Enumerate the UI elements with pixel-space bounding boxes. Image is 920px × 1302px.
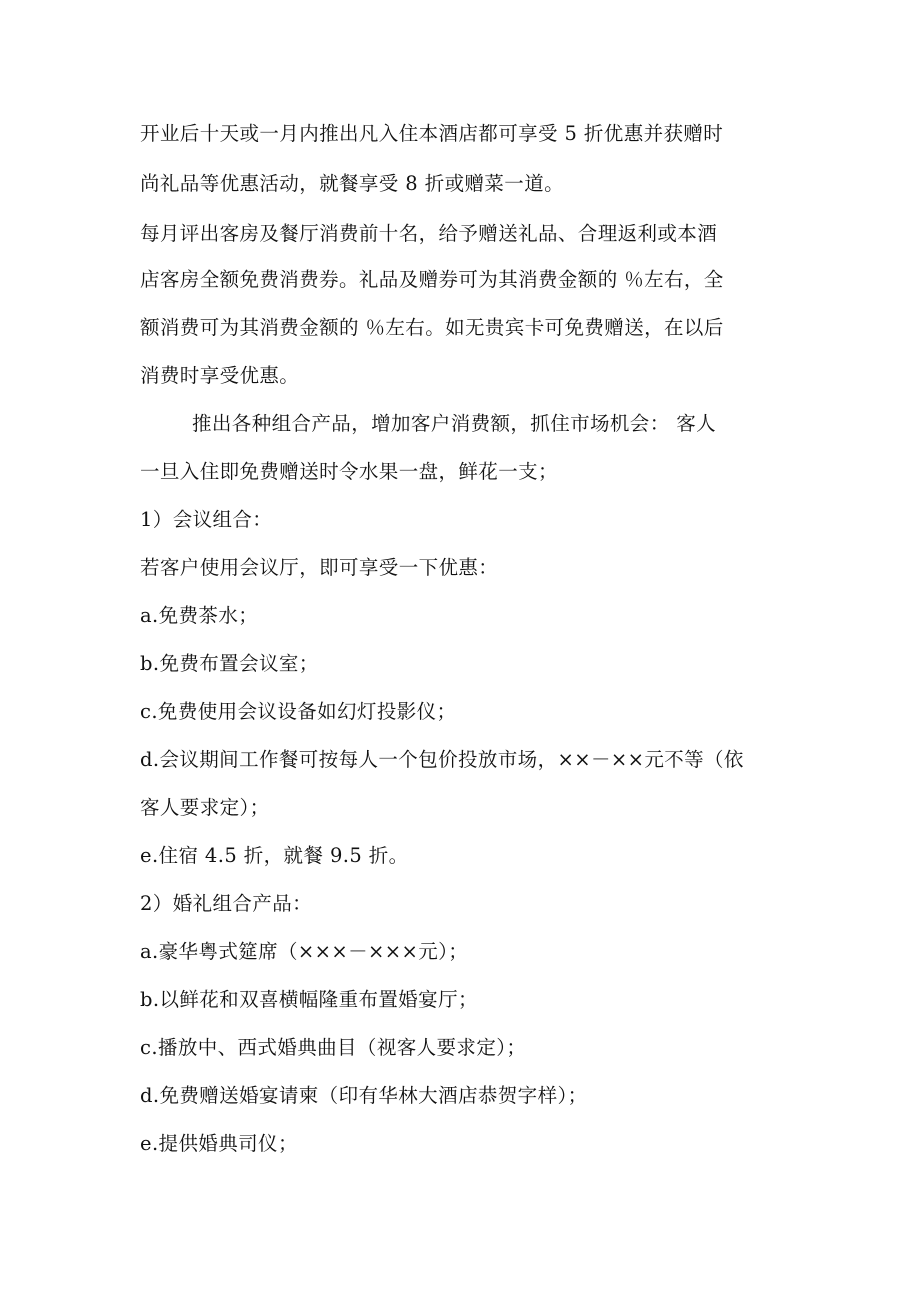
list-item: c.免费使用会议设备如幻灯投影仪； [140, 700, 457, 723]
list-item: a.免费茶水； [140, 604, 259, 627]
paragraph-line: 消费时享受优惠。 [140, 364, 300, 387]
paragraph-line: 额消费可为其消费金额的 ％左右。如无贵宾卡可免费赠送，在以后 [140, 316, 724, 339]
list-item: d.免费赠送婚宴请柬（印有华林大酒店恭贺字样）； [140, 1084, 588, 1107]
list-item: b.以鲜花和双喜横幅隆重布置婚宴厅； [140, 988, 478, 1011]
list-item: c.播放中、西式婚典曲目（视客人要求定）； [140, 1036, 527, 1059]
paragraph-line: 一旦入住即免费赠送时令水果一盘，鲜花一支； [140, 460, 558, 483]
paragraph-line: 尚礼品等优惠活动，就餐享受 8 折或赠菜一道。 [140, 172, 565, 195]
list-item: e.提供婚典司仪； [140, 1132, 298, 1155]
section-heading: 1）会议组合： [140, 508, 273, 531]
list-item-continued: 客人要求定）； [140, 796, 270, 819]
list-item: b.免费布置会议室； [140, 652, 319, 675]
list-item: a.豪华粤式筵席（×××－×××元）； [140, 940, 469, 963]
list-item: e.住宿 4.5 折，就餐 9.5 折。 [140, 844, 409, 867]
section-heading: 2）婚礼组合产品： [140, 892, 313, 915]
paragraph-line-indented: 推出各种组合产品，增加客户消费额，抓住市场机会： 客人 [192, 412, 716, 435]
paragraph-line: 开业后十天或一月内推出凡入住本酒店都可享受 5 折优惠并获赠时 [140, 122, 724, 145]
list-item: d.会议期间工作餐可按每人一个包价投放市场，××－××元不等（依 [140, 748, 744, 771]
paragraph-line: 若客户使用会议厅，即可享受一下优惠： [140, 556, 499, 579]
paragraph-line: 每月评出客房及餐厅消费前十名，给予赠送礼品、合理返利或本酒 [140, 222, 718, 245]
paragraph-line: 店客房全额免费消费券。礼品及赠券可为其消费金额的 ％左右，全 [140, 268, 724, 291]
